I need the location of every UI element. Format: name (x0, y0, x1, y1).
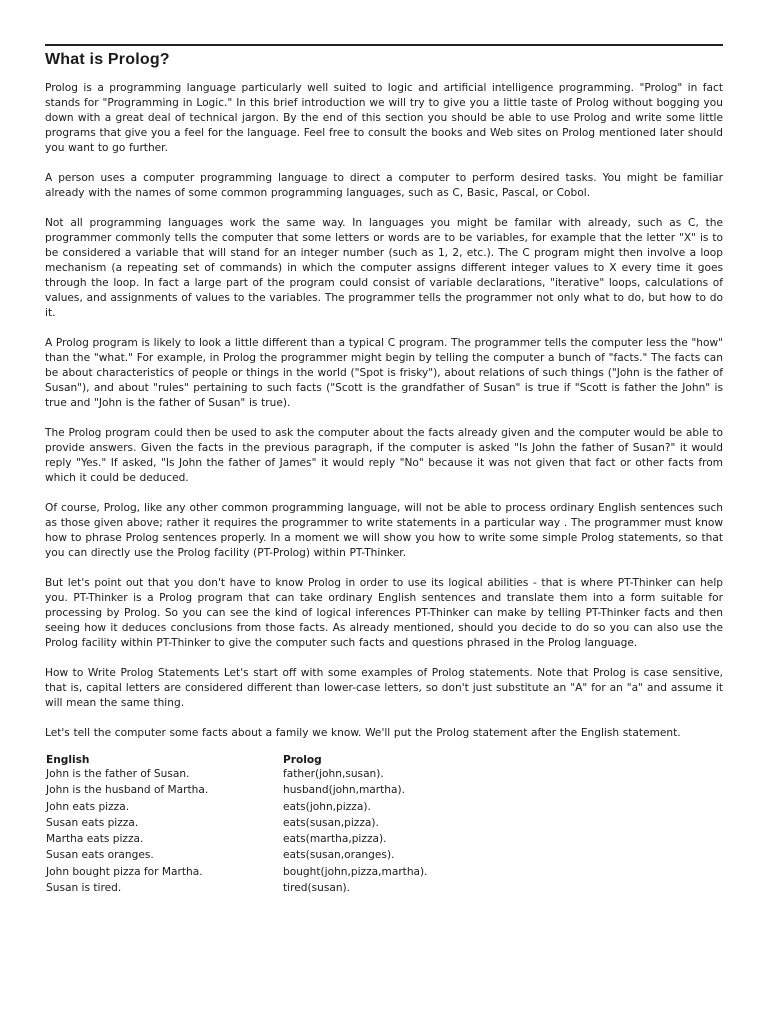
table-row (45, 768, 428, 784)
prolog-cell: father(john,susan). (283, 768, 384, 780)
english-cell: John is the father of Susan. (46, 768, 190, 780)
paragraph: How to Write Prolog Statements Let's start off with some examples of Prolog statements. Note that Prolog is case sensitive, that is, capital letters are considered different than lower-case letters, so don't just substitute an "A" for an "a" and assume it will mean the same thing. (45, 667, 723, 709)
paragraph: A person uses a computer programming language to direct a computer to perform desired tasks. You might be familiar already with the names of some common programming languages, such as C, Basic, Pascal, or Cobol. (45, 172, 723, 199)
prolog-cell: tired(susan). (283, 882, 351, 895)
table-row (45, 817, 428, 833)
column-header-english: English (46, 754, 90, 766)
paragraph: Let's tell the computer some facts about a family we know. We'll put the Prolog statement after the English statement. (45, 727, 681, 739)
page-title: What is Prolog? (45, 51, 170, 68)
english-cell: Susan eats oranges. (46, 849, 154, 862)
document-page (45, 44, 723, 898)
prolog-cell: husband(john,martha). (283, 784, 405, 797)
paragraph: Not all programming languages work the same way. In languages you might be familar with already, such as C, the programmer commonly tells the computer that some letters or words are to be variables, for example that the letter "X" is to be considered a variable that will stand for an integer number (such as 1, 2, etc.). The C program might then involve a loop mechanism (a repeating set of commands) in which the computer assigns different integer values to X every time it goes through the loop. In fact a large part of the program could consist of variable declarations, "iterative" loops, calculations of values, and assignments of values to the variables. The programmer tells the programmer not only what to do, but how to do it. (45, 217, 723, 319)
table-row (45, 882, 428, 898)
column-header-prolog: Prolog (283, 754, 322, 766)
prolog-cell: eats(susan,oranges). (283, 849, 395, 862)
prolog-cell: eats(martha,pizza). (283, 833, 387, 846)
english-cell: Susan is tired. (46, 882, 122, 895)
table-row (45, 866, 428, 882)
paragraph: A Prolog program is likely to look a little different than a typical C program. The programmer tells the computer less the "how" than the "what." For example, in Prolog the programmer might begin by telling the computer a bunch of "facts." The facts can be about characteristics of people or things in the world ("Spot is frisky"), about relations of such things ("John is the father of Susan"), and about "rules" pertaining to such facts ("Scott is the grandfather of Susan" is true if "Scott is father the John" is true and "John is the father of Susan" is true). (45, 337, 723, 409)
english-cell: John bought pizza for Martha. (46, 865, 203, 878)
paragraph: Of course, Prolog, like any other common programming language, will not be able to process ordinary English sentences such as those given above; rather it requires the programmer to write statements in a particular way . The programmer must know how to phrase Prolog sentences properly. In a moment we will show you how to write some simple Prolog statements, so that you can directly use the Prolog facility (PT-Prolog) within PT-Thinker. (45, 502, 723, 559)
paragraph: But let's point out that you don't have to know Prolog in order to use its logical abilities - that is where PT-Thinker can help you. PT-Thinker is a Prolog program that can take ordinary English sentences and translate them into a form suitable for processing by Prolog. So you can see the kind of logical inferences PT-Thinker can make by telling PT-Thinker facts and then seeing how it deduces conclusions from those facts. As already mentioned, should you decide to do so you can also use the Prolog facility within PT-Thinker to give the computer such facts and questions phrased in the Prolog language. (45, 577, 723, 649)
english-cell: Martha eats pizza. (46, 833, 144, 846)
top-rule (45, 44, 723, 46)
table-row (45, 833, 428, 849)
paragraph: The Prolog program could then be used to ask the computer about the facts already given and the computer would be able to provide answers. Given the facts in the previous paragraph, if the computer is asked "Is John the father of Susan?" it would reply "Yes." If asked, "Is John the father of James" it would reply "No" because it was not given that fact or other facts from which it could be deduced. (45, 427, 723, 484)
english-cell: John is the husband of Martha. (46, 784, 209, 797)
english-cell: John eats pizza. (46, 800, 130, 813)
paragraph: Prolog is a programming language particularly well suited to logic and artificial intelligence programming. "Prolog" in fact stands for "Programming in Logic." In this brief introduction we will try to give you a little taste of Prolog without bogging you down with a great deal of technical jargon. By the end of this section you should be able to use Prolog and write some little programs that give you a feel for the language. Feel free to consult the books and Web sites on Prolog mentioned later should you want to go further. (45, 82, 723, 154)
table-row (45, 784, 428, 800)
table-row (45, 849, 428, 865)
facts-table (45, 752, 428, 898)
prolog-cell: bought(john,pizza,martha). (283, 865, 428, 878)
table-header-row (45, 752, 428, 768)
prolog-cell: eats(john,pizza). (283, 800, 371, 813)
prolog-cell: eats(susan,pizza). (283, 816, 379, 829)
table-row (45, 801, 428, 817)
english-cell: Susan eats pizza. (46, 816, 139, 829)
